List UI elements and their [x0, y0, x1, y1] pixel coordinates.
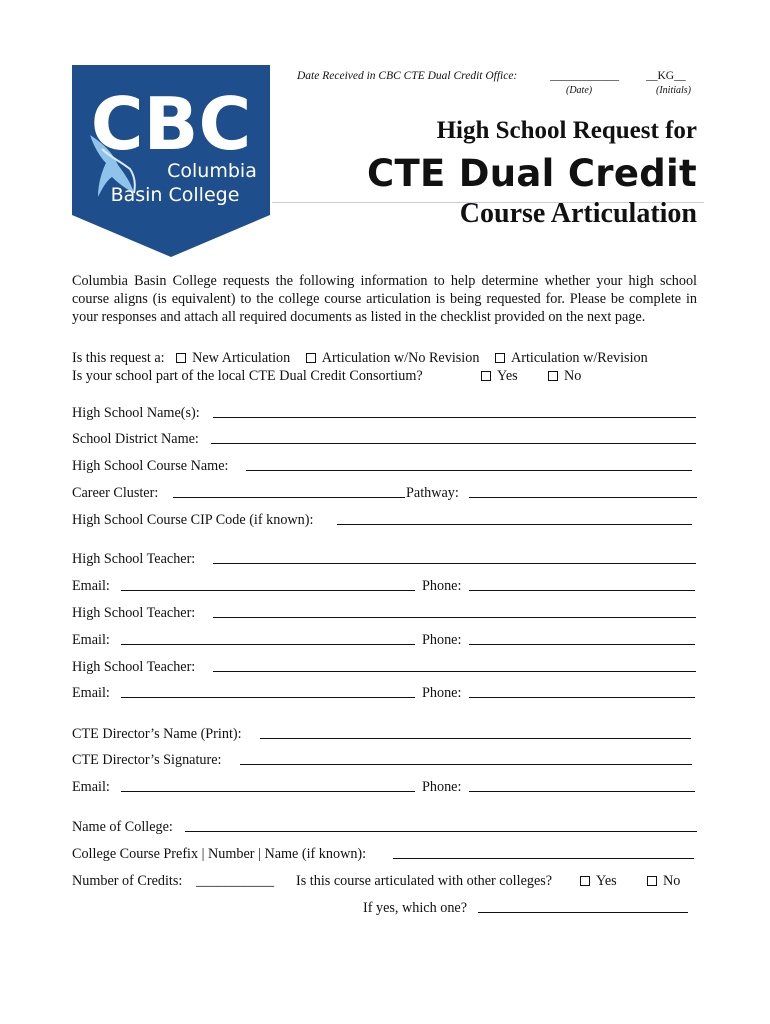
cbc-logo	[72, 65, 270, 257]
director-sig-label: CTE Director’s Signature:	[72, 752, 222, 768]
other-yes-label: Yes	[596, 873, 617, 889]
which-one-field[interactable]	[478, 900, 688, 913]
logo-abbr: CBC	[90, 82, 252, 166]
title-line1: High School Request for	[436, 117, 697, 144]
teacher3-field[interactable]	[213, 659, 696, 672]
intro-paragraph: Columbia Basin College requests the following information to help determine whether your high school course aligns (is equivalent) to the college course articulation is being requested for. Please be complete in your responses and attach all required documents as listed in the checklist provided on the next page.	[72, 273, 697, 325]
director-phone-label: Phone:	[422, 779, 462, 795]
checkbox-other-yes[interactable]	[580, 876, 590, 886]
checkbox-revision[interactable]	[495, 353, 505, 363]
director-email-field[interactable]	[121, 779, 415, 792]
cip-label: High School Course CIP Code (if known):	[72, 512, 314, 528]
other-colleges-label: Is this course articulated with other colleges?	[296, 873, 553, 889]
hs-name-field[interactable]	[213, 405, 696, 418]
teacher3-label: High School Teacher:	[72, 659, 196, 675]
consortium-yes	[481, 368, 518, 385]
logo-line2: Basin College	[110, 184, 240, 206]
teacher1-email-label: Email:	[72, 578, 110, 594]
request-type-row	[72, 350, 648, 367]
career-cluster-label: Career Cluster:	[72, 485, 159, 501]
director-phone-field[interactable]	[469, 779, 695, 792]
college-name-field[interactable]	[185, 819, 697, 832]
teacher2-field[interactable]	[213, 605, 696, 618]
course-name-field[interactable]	[246, 458, 692, 471]
cip-field[interactable]	[337, 512, 692, 525]
teacher3-email-field[interactable]	[121, 685, 415, 698]
college-name-label: Name of College:	[72, 819, 173, 835]
pathway-label: Pathway:	[406, 485, 459, 501]
credits-label: Number of Credits:	[72, 873, 183, 889]
pathway-field[interactable]	[469, 485, 697, 498]
career-cluster-field[interactable]	[173, 485, 405, 498]
title-line3: Course Articulation	[459, 198, 697, 229]
director-name-field[interactable]	[260, 726, 691, 739]
teacher2-label: High School Teacher:	[72, 605, 196, 621]
initials-caption: (Initials)	[656, 85, 691, 96]
teacher2-email-field[interactable]	[121, 632, 415, 645]
college-course-label: College Course Prefix | Number | Name (if known):	[72, 846, 367, 862]
district-label: School District Name:	[72, 431, 199, 447]
other-no-label: No	[663, 873, 681, 889]
hs-name-label: High School Name(s):	[72, 405, 200, 421]
director-sig-field[interactable]	[240, 752, 692, 765]
credits-field[interactable]: ___________	[196, 873, 275, 889]
college-course-field[interactable]	[393, 846, 694, 859]
teacher1-phone-label: Phone:	[422, 578, 462, 594]
director-name-label: CTE Director’s Name (Print):	[72, 726, 242, 742]
office-received-label: Date Received in CBC CTE Dual Credit Office:	[297, 70, 518, 82]
date-caption: (Date)	[566, 85, 593, 96]
checkbox-consortium-no[interactable]	[548, 371, 558, 381]
checkbox-no-revision[interactable]	[306, 353, 316, 363]
course-name-label: High School Course Name:	[72, 458, 229, 474]
which-one-label: If yes, which one?	[363, 900, 468, 916]
logo-line1: Columbia	[167, 160, 257, 182]
option-revision: Articulation w/Revision	[510, 350, 648, 366]
teacher1-field[interactable]	[213, 551, 696, 564]
option-new-articulation: New Articulation	[192, 350, 291, 366]
teacher3-phone-field[interactable]	[469, 685, 695, 698]
option-no-revision: Articulation w/No Revision	[321, 350, 480, 366]
other-colleges-yes	[580, 873, 617, 890]
teacher2-phone-field[interactable]	[469, 632, 695, 645]
consortium-no-label: No	[564, 368, 582, 384]
checkbox-other-no[interactable]	[647, 876, 657, 886]
teacher1-email-field[interactable]	[121, 578, 415, 591]
office-initials: __KG__	[646, 70, 686, 82]
other-colleges-no	[647, 873, 680, 890]
checkbox-consortium-yes[interactable]	[481, 371, 491, 381]
checkbox-new-articulation[interactable]	[176, 353, 186, 363]
district-field[interactable]	[211, 431, 696, 444]
consortium-no	[548, 368, 581, 385]
director-email-label: Email:	[72, 779, 110, 795]
consortium-yes-label: Yes	[497, 368, 518, 384]
teacher1-label: High School Teacher:	[72, 551, 196, 567]
teacher3-phone-label: Phone:	[422, 685, 462, 701]
office-date-blank: ____________	[550, 70, 619, 82]
consortium-label: Is your school part of the local CTE Dual Credit Consortium?	[72, 368, 423, 384]
teacher2-email-label: Email:	[72, 632, 110, 648]
teacher3-email-label: Email:	[72, 685, 110, 701]
request-label: Is this request a:	[72, 350, 165, 366]
title-line2: CTE Dual Credit	[367, 152, 697, 195]
teacher1-phone-field[interactable]	[469, 578, 695, 591]
teacher2-phone-label: Phone:	[422, 632, 462, 648]
